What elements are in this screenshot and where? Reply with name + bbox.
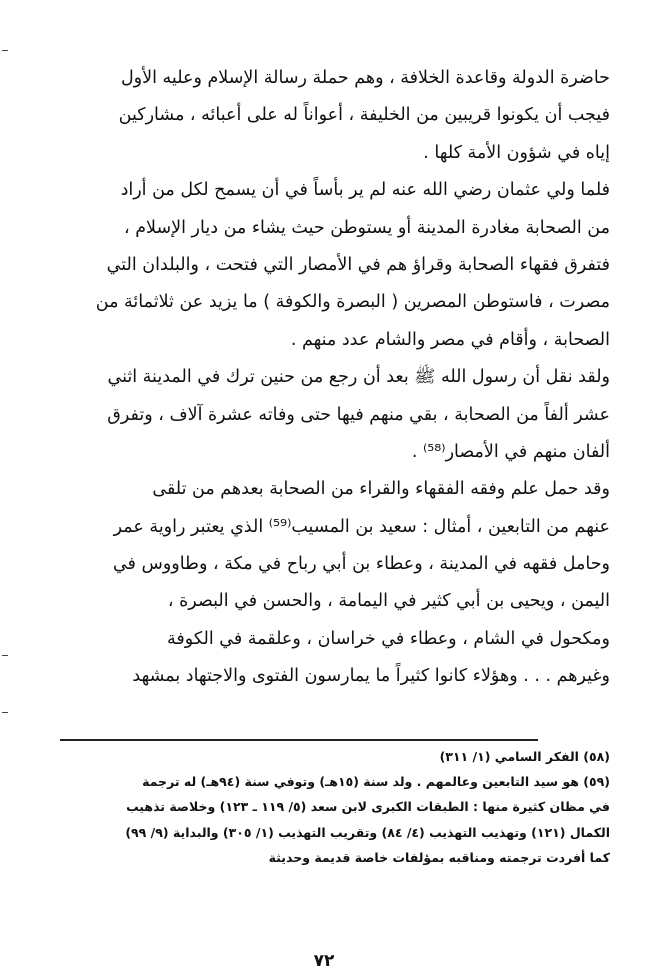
footnote-divider <box>60 739 538 741</box>
footnote-line: كما أفردت ترجمته ومناقبه بمؤلفات خاصة قديمة وحديثة <box>268 849 610 865</box>
page-number: ٧٢ <box>313 951 335 971</box>
body-line: فلما ولي عثمان رضي الله عنه لم ير بأساً في أن يسمح لكل من أراد <box>120 180 610 201</box>
main-text <box>38 60 610 696</box>
body-line: إياه في شؤون الأمة كلها . <box>423 142 610 163</box>
body-line: وحامل فقهه في المدينة ، وعطاء بن أبي رباح في مكة ، وطاووس في <box>112 554 610 575</box>
footnote-line: (٥٩) هو سيد التابعين وعالمهم . ولد سنة (١٥هـ) وتوفي سنة (٩٤هـ) له ترجمة <box>142 774 610 790</box>
margin-mark-middle <box>2 655 8 656</box>
body-line: فيجب أن يكونوا قريبين من الخليفة ، أعواناً له على أعبائه ، مشاركين <box>118 105 610 126</box>
body-line: عشر ألفاً من الصحابة ، بقي منهم فيها حتى وفاته عشرة آلاف ، وتفرق <box>107 404 610 425</box>
body-line: من الصحابة مغادرة المدينة أو يستوطن حيث يشاء من ديار الإسلام ، <box>124 217 610 238</box>
body-line: الصحابة ، وأقام في مصر والشام عدد منهم . <box>290 329 610 350</box>
body-line: ألفان منهم في الأمصار⁽⁵⁸⁾ . <box>411 441 610 462</box>
body-line: ولقد نقل أن رسول الله ﷺ بعد أن رجع من حنين ترك في المدينة اثني <box>107 367 610 388</box>
margin-mark-top <box>2 50 8 51</box>
margin-mark-lower <box>2 712 8 713</box>
footnote-line: في مظان كثيرة منها : الطبقات الكبرى لابن سعد (٥/ ١١٩ ـ ١٢٣) وخلاصة تذهيب <box>126 799 610 815</box>
body-line: اليمن ، ويحيى بن أبي كثير في اليمامة ، والحسن في البصرة ، <box>167 591 610 612</box>
footnote-line: الكمال (١٢١) وتهذيب التهذيب (٤/ ٨٤) وتقريب التهذيب (١/ ٣٠٥) والبداية (٩/ ٩٩) <box>125 824 610 840</box>
footnote-line: (٥٨) الفكر السامي (١/ ٣١١) <box>439 749 610 764</box>
body-line: وغيرهم . . . وهؤلاء كانوا كثيراً ما يمارسون الفتوى والاجتهاد بمشهد <box>132 666 610 687</box>
body-line: حاضرة الدولة وقاعدة الخلافة ، وهم حملة رسالة الإسلام وعليه الأول <box>120 68 610 88</box>
body-line: وقد حمل علم وفقه الفقهاء والقراء من الصحابة بعدهم من تلقى <box>152 479 610 500</box>
body-line: عنهم من التابعين ، أمثال : سعيد بن المسيب⁽⁵⁹⁾ الذي يعتبر راوية عمر <box>113 516 610 537</box>
footnotes <box>38 744 610 870</box>
body-line: ومكحول في الشام ، وعطاء في خراسان ، وعلقمة في الكوفة <box>167 628 610 649</box>
body-line: فتفرق فقهاء الصحابة وقراؤ هم في الأمصار التي فتحت ، والبلدان التي <box>106 254 610 275</box>
body-line: مصرت ، فاستوطن المصرين ( البصرة والكوفة ) ما يزيد عن ثلاثمائة من <box>95 292 610 313</box>
